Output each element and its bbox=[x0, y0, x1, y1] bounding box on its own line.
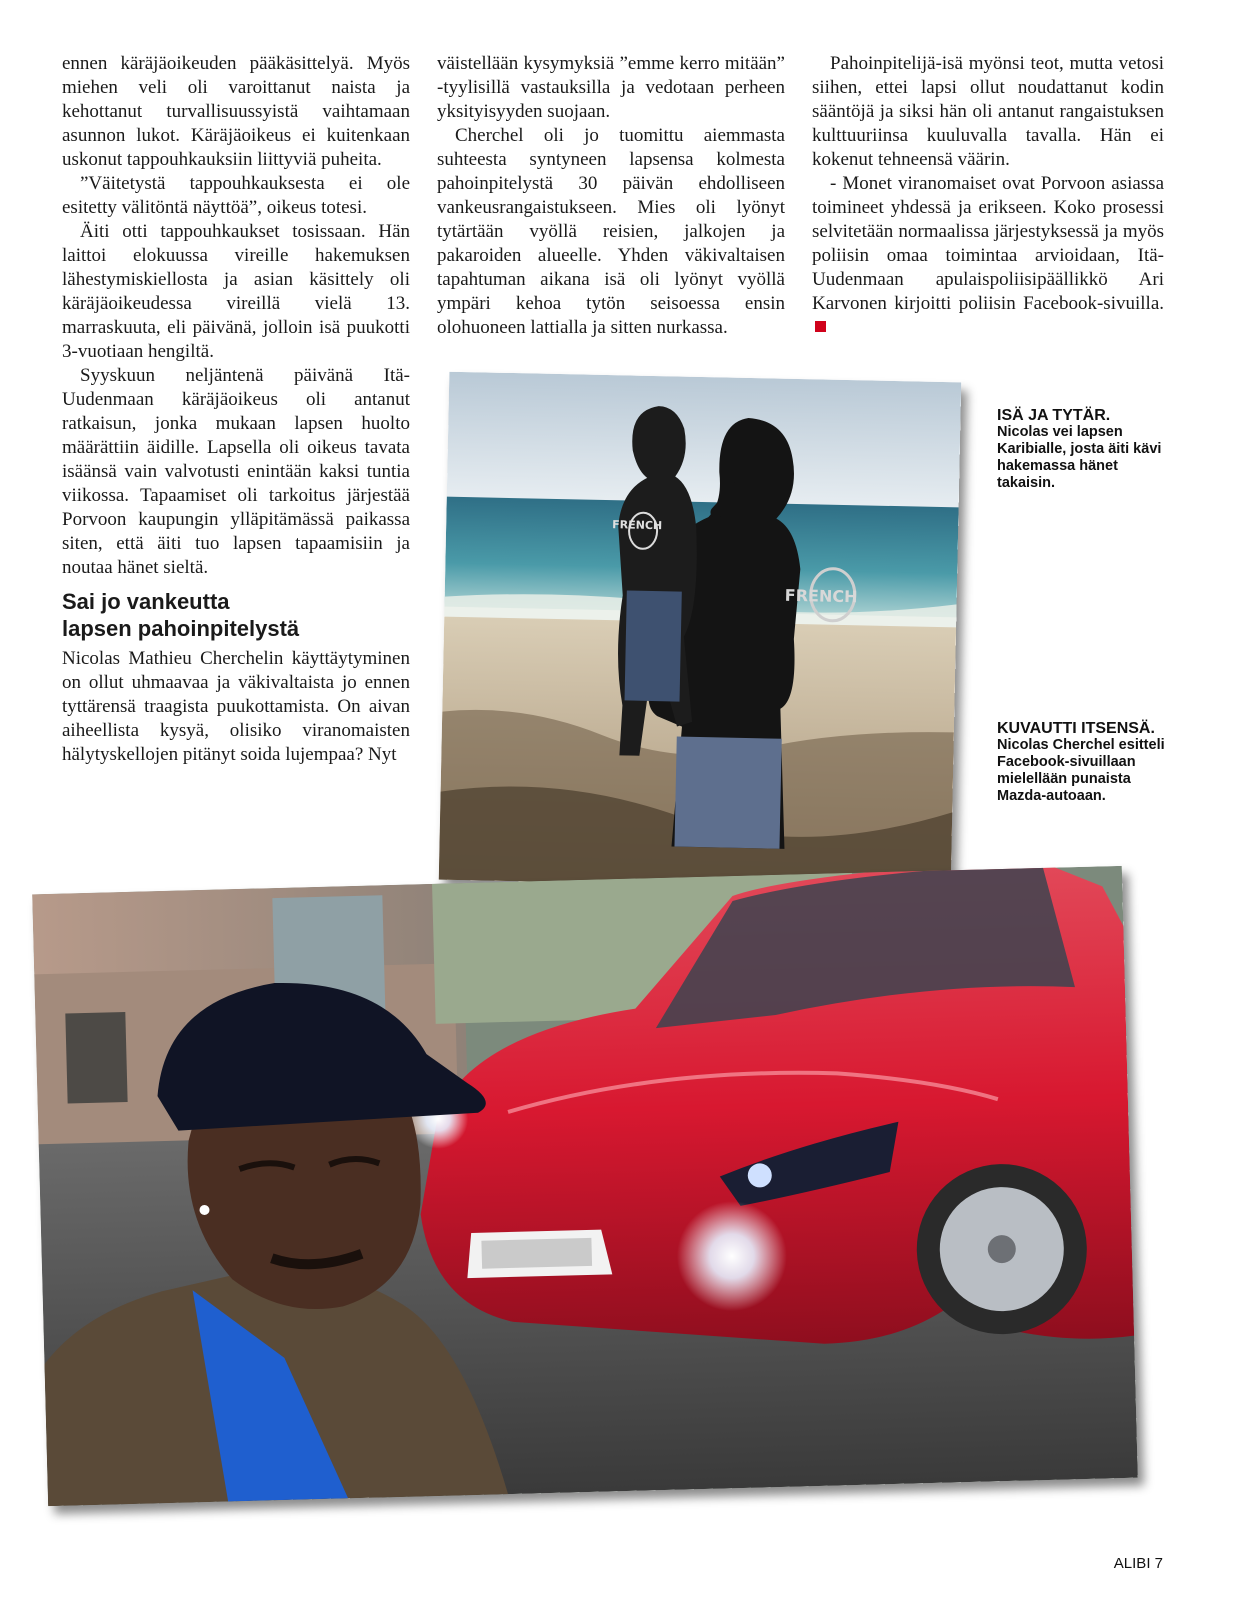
paragraph: ennen käräjäoikeuden pääkäsittelyä. Myös miehen veli oli varoittanut naista ja kehottanut turvallisuussyistä vaihtamaan asunnon lukot. Käräjäoikeus ei kuitenkaan uskonut tappouhkauksiin liittyviä puheita. bbox=[62, 53, 410, 170]
paragraph bbox=[812, 172, 1164, 340]
caption-title: KUVAUTTI ITSENSÄ. bbox=[997, 720, 1155, 737]
caption-title: ISÄ JA TYTÄR. bbox=[997, 407, 1111, 424]
beach-photo bbox=[439, 372, 962, 891]
subheading-line-2: lapsen pahoinpitelystä bbox=[62, 616, 300, 641]
subheading bbox=[62, 588, 410, 642]
paragraph: ”Väitetystä tappouhkauksesta ei ole esitetty välitöntä näyttöä”, oikeus totesi. bbox=[62, 173, 410, 218]
caption-body: Nicolas vei lapsen Karibialle, josta äiti kävi hakemassa hänet takaisin. bbox=[997, 424, 1162, 491]
photo-caption-2 bbox=[997, 720, 1172, 805]
paragraph: väistellään kysymyksiä ”emme kerro mitään” -tyylisillä vastauksilla ja vedotaan perheen yksityisyyden suojaan. bbox=[437, 53, 785, 122]
article-column-1 bbox=[62, 52, 410, 767]
page-folio: ALIBI 7 bbox=[1113, 1555, 1163, 1572]
photo-caption-1 bbox=[997, 407, 1172, 492]
article-column-3 bbox=[812, 52, 1164, 340]
shirt-print: FRENCH bbox=[784, 585, 858, 607]
subheading-line-1: Sai jo vankeutta bbox=[62, 589, 230, 614]
shirt-print: FRENCH bbox=[612, 518, 663, 533]
paragraph: Syyskuun neljäntenä päivänä Itä-Uudenmaan käräjäoikeus oli antanut ratkaisun, jonka mukaan lapsen huolto määrättiin äidille. Lapsella oli oikeus tavata isäänsä vain valvotusti enintään kaksi tuntia viikossa. Tapaamiset oli tarkoitus järjestää Porvoon kaupungin ylläpitämässä paikassa siten, että äiti tuo lapsen tapaamisiin ja noutaa hänet sieltä. bbox=[62, 365, 410, 578]
paragraph: Pahoinpitelijä-isä myönsi teot, mutta vetosi siihen, ettei lapsi ollut noudattanut kodin sääntöjä ja siksi hän oli antanut rangaistuksen kulttuuriinsa kuuluvalla tavalla. Hän ei kokenut tehneensä väärin. bbox=[812, 53, 1164, 170]
car-selfie-illustration bbox=[32, 866, 1138, 1506]
paragraph: Äiti otti tappouhkaukset tosissaan. Hän laittoi elokuussa vireille hakemuksen lähestymiskiellosta ja asian käsittely oli käräjäoikeudessa vireillä vielä 13. marraskuuta, eli päivänä, jolloin isä puukotti 3-vuotiaan hengiltä. bbox=[62, 221, 410, 362]
paragraph-text: - Monet viranomaiset ovat Porvoon asiassa toimineet yhdessä ja erikseen. Koko prosessi selvitetään normaalissa järjestyksessä ja myös poliisin omaa toimintaa arvioidaan, Itä-Uudenmaan apulaispoliisipäällikkö Ari Karvonen kirjoitti poliisin Facebook-sivuilla. bbox=[812, 173, 1164, 314]
paragraph: Cherchel oli jo tuomittu aiemmasta suhteesta syntyneen lapsensa kolmesta pahoinpitelystä 30 päivän ehdolliseen vankeusrangaistukseen. Mies oli lyönyt tytärtään vyöllä reisien, jalkojen ja pakaroiden alueelle. Yhden väkivaltaisen tapahtuman aikana isä oli lyönyt vyöllä ympäri kehoa tytön seisoessa ensin olohuoneen lattialla ja sitten nurkassa. bbox=[437, 125, 785, 338]
article-column-2 bbox=[437, 52, 785, 340]
car-selfie-photo bbox=[32, 866, 1138, 1506]
beach-photo-illustration bbox=[439, 372, 962, 891]
caption-body: Nicolas Cherchel esitteli Facebook-sivuillaan mielellään punaista Mazda-autoaan. bbox=[997, 737, 1165, 804]
end-mark-icon bbox=[815, 321, 826, 332]
paragraph: Nicolas Mathieu Cherchelin käyttäytyminen on ollut uhmaavaa ja väkivaltaista jo ennen tyttärensä traagista puukottamista. On aivan aiheellista kysyä, olisiko viranomaisten hälytyskellojen pitänyt soida lujempaa? Nyt bbox=[62, 648, 410, 765]
